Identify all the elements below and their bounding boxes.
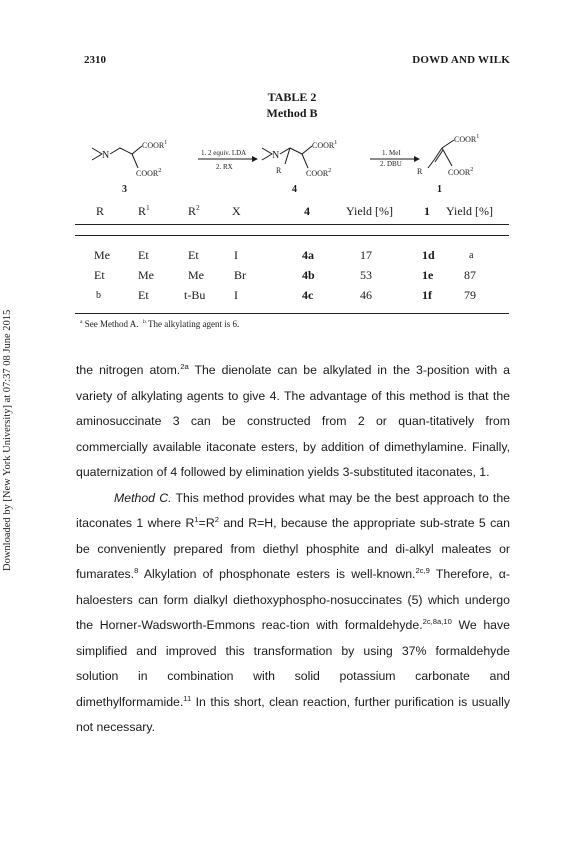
table-cell-r1: Et xyxy=(138,288,149,302)
body-text xyxy=(76,358,510,741)
table-cell-r2: t-Bu xyxy=(184,288,206,302)
col-header-yield-4: Yield [%] xyxy=(346,204,393,218)
table-cell-compound-4: 4b xyxy=(302,268,315,282)
col-header-x: X xyxy=(232,204,241,218)
table-cell-yield-1: 79 xyxy=(464,288,476,302)
compound-3-label: 3 xyxy=(122,184,127,195)
table-footnote: $^a$ See Method A. $^b$ The alkylating agent is 6. xyxy=(80,319,240,329)
table-cell-yield-1: 87 xyxy=(464,268,476,282)
table-cell-r: Et xyxy=(94,268,105,282)
col-header-r: R xyxy=(96,204,105,218)
arrow2-reagent-2: 2. DBU xyxy=(380,160,402,168)
table-rule-header xyxy=(75,235,509,236)
table-cell-x: I xyxy=(234,288,238,302)
table-cell-yield-4: 46 xyxy=(360,288,372,302)
coor2-label-3: COOR$^2$ xyxy=(136,168,162,178)
coor1-label-3: COOR$^1$ xyxy=(142,140,168,150)
paragraph: the nitrogen atom.$^{2a}$ The dienolate can be alkylated in the 3-position with a variety of alkylating agents to give 4. The advantage of this method is that the aminosuccinate 3 can be constructed from 2 or quan-titatively from commercially available itaconate esters, by addition of dimethylamine. Finally, quaternization of 4 followed by elimination yields 3-substituted itaconates, 1. xyxy=(76,361,510,479)
col-header-yield-1: Yield [%] xyxy=(446,204,493,218)
arrow2-reagent-1: 1. MeI xyxy=(382,149,401,157)
table-cell-r: Me xyxy=(94,248,110,262)
compound-1-label: 1 xyxy=(437,184,442,195)
coor2-label-1: COOR$^2$ xyxy=(448,167,474,177)
compound-1-structure xyxy=(428,140,454,168)
col-header-r1: $R^1$ xyxy=(138,203,150,218)
table-cell-r2: Me xyxy=(188,268,204,282)
table-cell-compound-1: 1f xyxy=(422,288,432,302)
compound-4-label: 4 xyxy=(292,184,297,195)
table-cell-compound-4: 4a xyxy=(302,248,314,262)
arrow1-reagent-2: 2. RX xyxy=(216,163,233,171)
arrow-head-1 xyxy=(252,156,258,162)
table-title: TABLE 2 xyxy=(267,90,317,104)
table-cell-r1: Et xyxy=(138,248,149,262)
compound-4-structure xyxy=(262,146,312,168)
col-header-4: 4 xyxy=(304,204,310,218)
table-cell-x: I xyxy=(234,248,238,262)
download-watermark: Downloaded by [New York University] at 07:37 08 June 2015 xyxy=(2,309,13,571)
table-subtitle: Method B xyxy=(266,106,318,120)
compound-3-structure xyxy=(92,146,142,168)
nitrogen-label-3: N xyxy=(102,150,110,161)
table-cell-r: b xyxy=(96,290,101,301)
arrow1-reagent-1: 1. 2 equiv. LDA xyxy=(201,149,247,157)
r-label-4: R xyxy=(276,166,282,175)
arrow-head-2 xyxy=(414,156,420,162)
running-head: DOWD AND WILK xyxy=(412,54,510,66)
coor2-label-4: COOR$^2$ xyxy=(306,168,332,178)
table-cell-r1: Me xyxy=(138,268,154,282)
table-cell-x: Br xyxy=(234,268,246,282)
coor1-label-1: COOR$^1$ xyxy=(454,134,480,144)
table-cell-compound-1: 1d xyxy=(422,248,435,262)
nitrogen-label-4: N xyxy=(272,150,280,161)
table-cell-yield-1: a xyxy=(469,250,474,261)
table-cell-r2: Et xyxy=(188,248,199,262)
coor1-label-4: COOR$^1$ xyxy=(312,140,338,150)
paragraph: Method C. This method provides what may be the best approach to the itaconates 1 where $R^1=R^2$ and R=H, because the appropriate sub-strate 5 can be conveniently prepared from diethyl phosphite and di-alkyl maleates or fumarates.$^8$ Alkylation of phosphonate esters is well-known.$^{2c,9}$ Therefore, α-haloesters can form dialkyl diethoxyphospho-nosuccinates (5) which undergo the Horner-Wadsworth-Emmons reac-tion with formaldehyde.$^{2c,8a,10}$ We have simplified and improved this transformation by using 37% formaldehyde solution in combination with solid potassium carbonate and dimethylformamide.$^{11}$ In this short, clean reaction, further purification is usually not necessary. xyxy=(76,490,510,734)
table-rule-top xyxy=(75,224,509,225)
reaction-scheme xyxy=(80,126,520,202)
table-cell-compound-1: 1e xyxy=(422,268,434,282)
table-rule-bottom xyxy=(75,313,509,314)
col-header-1: 1 xyxy=(424,204,430,218)
page-number: 2310 xyxy=(84,54,106,66)
method-c-label: Method C. xyxy=(114,490,172,505)
table-cell-yield-4: 53 xyxy=(360,268,372,282)
col-header-r2: $R^2$ xyxy=(188,203,200,218)
table-cell-yield-4: 17 xyxy=(360,248,372,262)
r-label-1: R xyxy=(417,167,423,176)
table-cell-compound-4: 4c xyxy=(302,288,314,302)
